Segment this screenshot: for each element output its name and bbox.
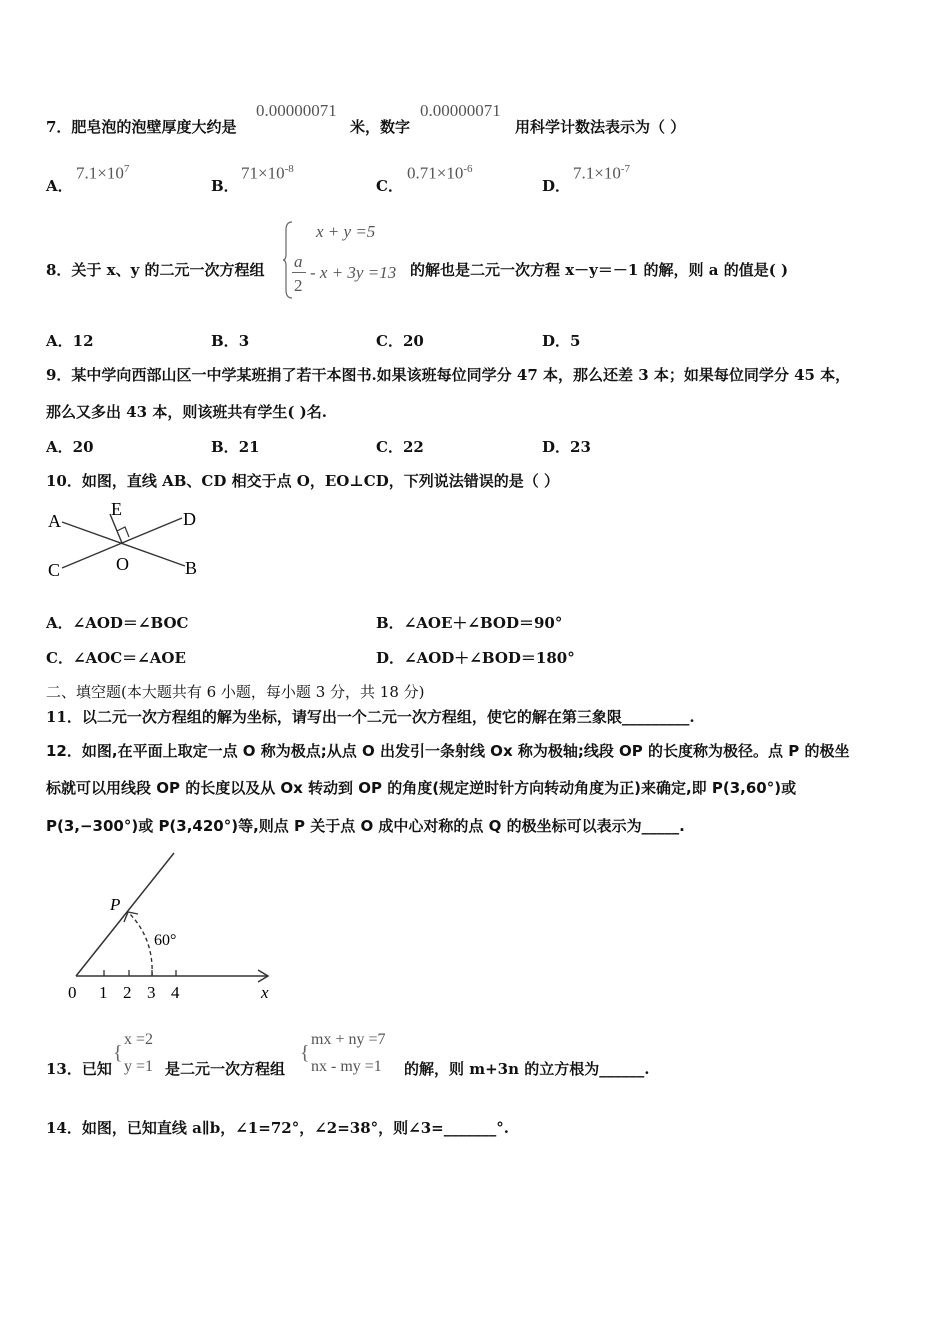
q12-line1: 12．如图,在平面上取定一点 O 称为极点;从点 O 出发引一条射线 Ox 称为极轴;线段 OP 的长度称为极径。点 P 的极坐 <box>46 742 850 760</box>
q10-option-b: B．∠AOE＋∠BOD＝90° <box>376 614 563 632</box>
angle-label: 60° <box>154 932 177 949</box>
q7-option-a-letter: A． <box>46 177 73 195</box>
q7-option-a-value: $7.1\times 10^7$ <box>76 163 130 183</box>
label-d: D <box>183 509 196 529</box>
section-2-title: 二、填空题(本大题共有 6 小题，每小题 3 分，共 18 分) <box>46 683 425 701</box>
q8-eq1: x + y =5 <box>316 222 376 241</box>
q13-prefix: 13．已知 <box>46 1060 112 1078</box>
q13-brace1-icon: { <box>113 1042 123 1064</box>
q13-brace2-icon: { <box>300 1042 310 1064</box>
label-b: B <box>185 558 198 578</box>
q8-frac-num: a <box>294 252 303 271</box>
ray-op <box>76 853 177 976</box>
q8-frac-bar <box>292 272 306 273</box>
q7-option-b-value: $71\times 10^{-8}$ <box>241 163 294 183</box>
label-e: E <box>111 499 122 519</box>
label-a: A <box>48 511 61 531</box>
label-p: P <box>110 895 121 914</box>
angle-arc <box>128 912 152 976</box>
q10-option-c: C．∠AOC＝∠AOE <box>46 649 186 667</box>
q7-num2: 0.00000071 <box>420 101 501 120</box>
q9-option-d: D．23 <box>542 438 591 456</box>
q9-option-c: C．22 <box>376 438 424 456</box>
q10-option-a: A．∠AOD＝∠BOC <box>46 614 189 632</box>
label-c: C <box>48 560 61 580</box>
q10-stem: 10．如图，直线 AB、CD 相交于点 O，EO⊥CD，下列说法错误的是（ ） <box>46 472 559 490</box>
q7-option-c-value: $0.71\times 10^{-6}$ <box>407 163 473 183</box>
q13-sys1-b: y =1 <box>124 1058 154 1075</box>
q7-option-d-letter: D． <box>542 177 571 195</box>
q7-option-c-letter: C． <box>376 177 403 195</box>
q12-line2: 标就可以用线段 OP 的长度以及从 Ox 转动到 OP 的角度(规定逆时针方向转动角度为正)来确定,即 P(3,60°)或 <box>46 779 797 797</box>
q8-eq2: - x + 3y =13 <box>310 263 397 282</box>
q7-num1: 0.00000071 <box>256 101 337 120</box>
q9-option-a: A．20 <box>46 438 94 456</box>
q8-option-b: B．3 <box>211 332 250 350</box>
tick-0: 0 <box>68 983 77 1002</box>
q13-suffix: 的解，则 m+3n 的立方根为______. <box>404 1060 650 1078</box>
q12-figure <box>58 848 288 1008</box>
q10-figure <box>40 498 220 588</box>
q8-option-a: A．12 <box>46 332 94 350</box>
q11-blank[interactable]: _________ <box>621 708 690 726</box>
q12-line3: P(3,−300°)或 P(3,420°)等,则点 P 关于点 O 成中心对称的点 Q 的极坐标可以表示为_____. <box>46 817 685 835</box>
tick-4: 4 <box>171 983 180 1002</box>
label-o: O <box>116 554 129 574</box>
tick-2: 2 <box>123 983 132 1002</box>
q8-frac-den: 2 <box>294 276 303 295</box>
q13-sys2-b: nx - my =1 <box>311 1058 382 1075</box>
q9-line2: 那么又多出 43 本，则该班共有学生( )名. <box>46 403 327 421</box>
q7-mid: 米，数字 <box>350 118 411 136</box>
axis-label-x: x <box>261 983 269 1002</box>
q11-text: 11．以二元一次方程组的解为坐标，请写出一个二元一次方程组，使它的解在第三象限_________. <box>46 708 695 726</box>
q9-option-b: B．21 <box>211 438 260 456</box>
q8-brace-icon <box>282 220 294 300</box>
q8-option-d: D．5 <box>542 332 581 350</box>
q8-option-c: C．20 <box>376 332 424 350</box>
q7-option-d-value: $7.1\times 10^{-7}$ <box>573 163 631 183</box>
q13-sys2-a: mx + ny =7 <box>311 1031 386 1048</box>
q9-line1: 9．某中学向西部山区一中学某班捐了若干本图书.如果该班每位同学分 47 本，那么还差 3 本；如果每位同学分 45 本， <box>46 366 851 384</box>
tick-1: 1 <box>99 983 108 1002</box>
q14-text: 14．如图，已知直线 a∥b，∠1=72°，∠2=38°，则∠3=_______°. <box>46 1119 509 1137</box>
tick-3: 3 <box>147 983 156 1002</box>
q8-prefix: 8．关于 x、y 的二元一次方程组 <box>46 261 265 279</box>
q7-prefix: 7．肥皂泡的泡壁厚度大约是 <box>46 118 237 136</box>
q7-option-b-letter: B． <box>211 177 239 195</box>
q13-mid: 是二元一次方程组 <box>165 1060 286 1078</box>
q8-suffix: 的解也是二元一次方程 x－y＝－1 的解，则 a 的值是( ) <box>410 261 789 279</box>
q13-sys1-a: x =2 <box>124 1031 154 1048</box>
q10-option-d: D．∠AOD＋∠BOD＝180° <box>376 649 575 667</box>
q7-suffix: 用科学计数法表示为（ ） <box>515 118 686 136</box>
